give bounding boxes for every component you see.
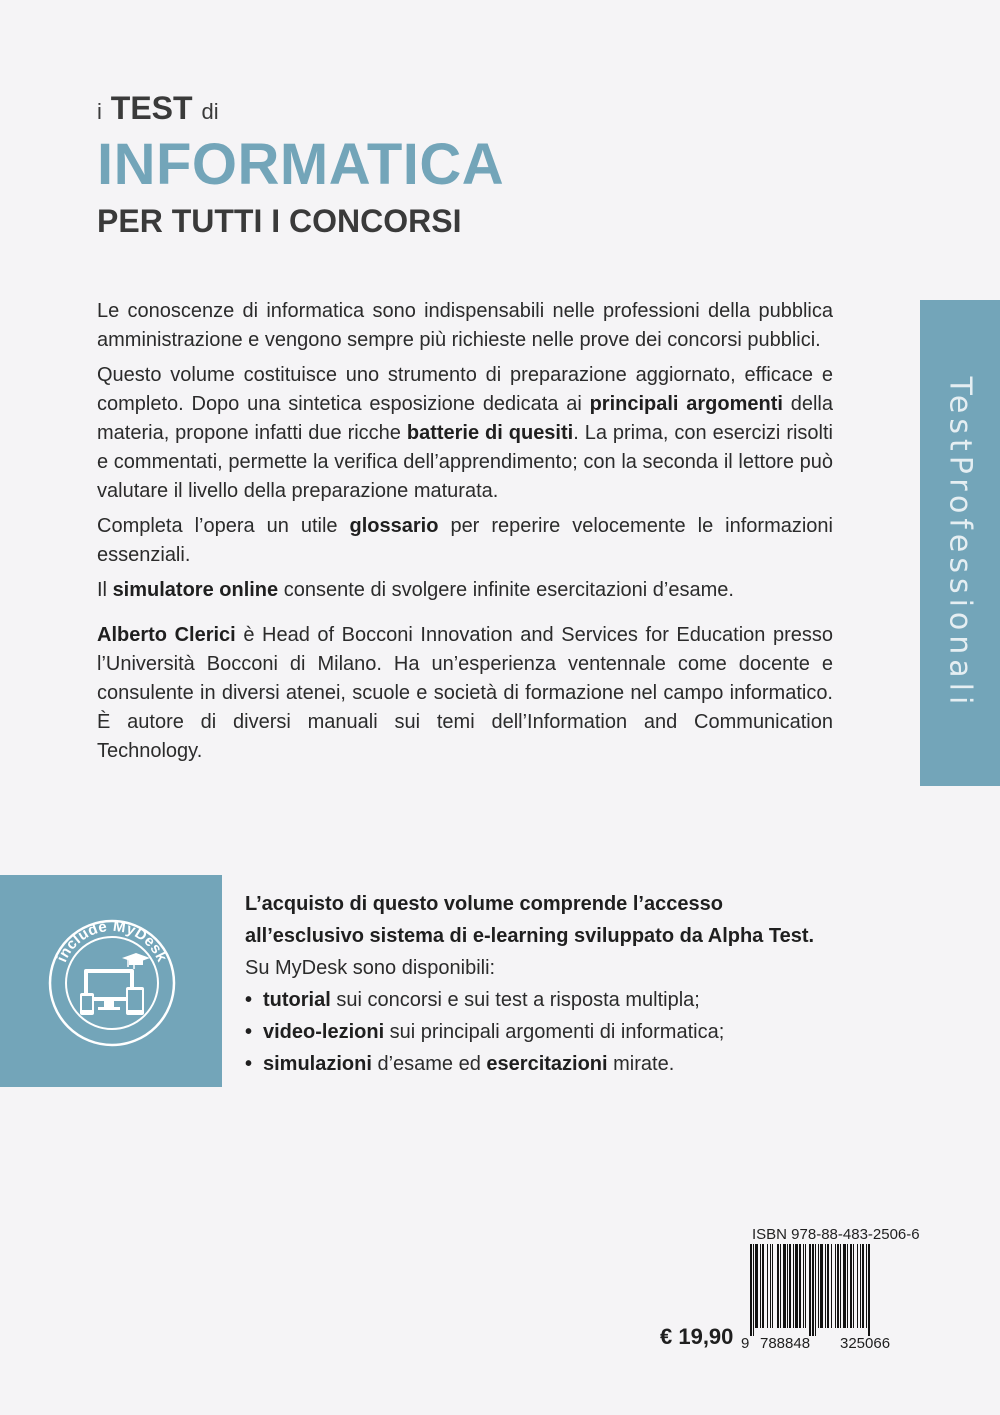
barcode-digit-first: 9 — [741, 1335, 750, 1352]
mydesk-badge — [0, 875, 222, 1087]
barcode-digits-right: 325066 — [840, 1335, 891, 1352]
barcode-digits-left: 788848 — [760, 1335, 811, 1352]
bullet: • — [245, 989, 253, 1011]
p3-text-a: Completa l’opera un utile — [97, 515, 350, 537]
author-name: Alberto Clerici — [97, 624, 236, 646]
feature-text: d’esame ed — [371, 1053, 487, 1075]
bullet: • — [245, 1053, 253, 1075]
feature-bold-2: esercitazioni — [486, 1053, 608, 1075]
barcode — [750, 1244, 922, 1336]
description-paragraph-2 — [97, 361, 833, 506]
p3-text-b: per reperire velocemente le informazioni essenziali. — [97, 515, 833, 566]
description — [97, 297, 833, 772]
p3-bold: glossario — [349, 515, 439, 537]
title-main: INFORMATICA — [97, 132, 505, 197]
title-subtitle: PER TUTTI I CONCORSI — [97, 203, 462, 239]
feature-bold: tutorial — [263, 989, 331, 1011]
author-bio — [97, 621, 833, 766]
p2-text-c: . La prima, con esercizi risolti e commentati, permette la verifica dell’apprendimento; con la seconda il lettore può valutare il livello della preparazione maturata. — [97, 422, 833, 502]
p4-text-b: consente di svolgere infinite esercitazioni d’esame. — [278, 579, 734, 601]
series-label: TestProfessionali — [942, 376, 978, 710]
isbn-label: ISBN 978-88-483-2506-6 — [752, 1226, 920, 1243]
description-paragraph-1: Le conoscenze di informatica sono indispensabili nelle professioni della pubblica amministrazione e vengono sempre più richieste nelle prove dei concorsi pubblici. — [97, 300, 833, 351]
p4-text-a: Il — [97, 579, 113, 601]
mydesk-info-intro: Su MyDesk sono disponibili: — [245, 957, 496, 979]
title-block — [97, 88, 504, 242]
author-bio-text: è Head of Bocconi Innovation and Services for Education presso l’Università Bocconi di Milano. Ha un’esperienza ventennale come docente e consulente in diversi atenei, scuole e società di formazione nel campo informatico. È autore di diversi manuali sui temi dell’Information and Communication Technology. — [97, 624, 834, 762]
p4-bold: simulatore online — [112, 579, 279, 601]
description-paragraph-4 — [97, 576, 833, 605]
title-di: di — [201, 99, 219, 124]
list-item — [245, 984, 885, 1016]
p2-text-b: della materia, propone infatti due ricche — [97, 393, 833, 444]
list-item — [245, 1016, 885, 1048]
feature-text-2: mirate. — [607, 1053, 675, 1075]
mydesk-badge-label: include MyDesk — [53, 917, 171, 965]
p2-text-a: Questo volume costituisce uno strumento di preparazione aggiornato, efficace e completo. Dopo una sintetica esposizione dedicata ai — [97, 364, 833, 415]
feature-bold: simulazioni — [263, 1053, 372, 1075]
title-prefix: i — [97, 99, 102, 124]
mydesk-info — [245, 888, 885, 1080]
mydesk-info-line-1: L’acquisto di questo volume comprende l’accesso — [245, 893, 723, 915]
price: € 19,90 — [660, 1324, 734, 1349]
devices-graduation-icon — [0, 875, 222, 1087]
feature-text: sui concorsi e sui test a risposta multipla; — [330, 989, 700, 1011]
feature-bold: video-lezioni — [263, 1021, 385, 1043]
title-test: TEST — [110, 90, 193, 126]
feature-text: sui principali argomenti di informatica; — [384, 1021, 725, 1043]
p2-bold-a: principali argomenti — [589, 393, 783, 415]
title-line-1 — [97, 88, 504, 132]
mydesk-info-line-2: all’esclusivo sistema di e-learning sviluppato da Alpha Test. — [245, 925, 815, 947]
list-item — [245, 1048, 885, 1080]
series-side-tab — [920, 300, 1000, 786]
description-paragraph-3 — [97, 512, 833, 570]
bullet: • — [245, 1021, 253, 1043]
mydesk-feature-list — [245, 984, 885, 1080]
p2-bold-b: batterie di quesiti — [406, 422, 574, 444]
